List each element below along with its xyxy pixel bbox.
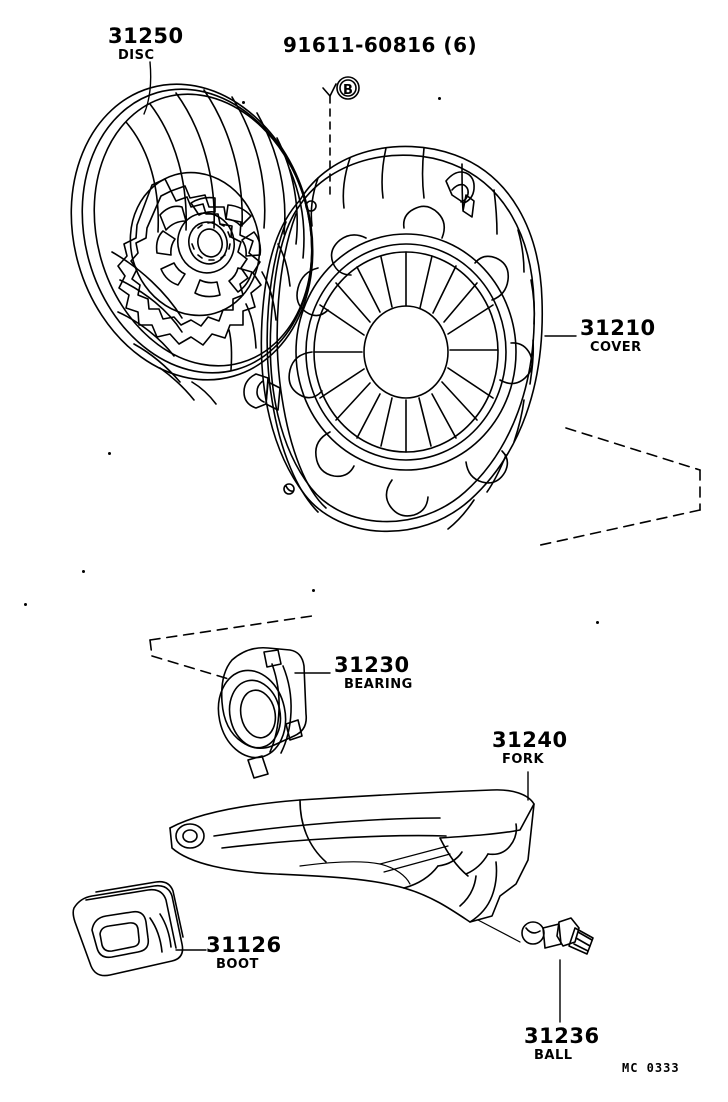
- bolt-symbol-glyph: B: [343, 83, 353, 98]
- part-name: BOOT: [216, 957, 259, 972]
- part-number: 31210: [580, 316, 656, 340]
- part-name: FORK: [502, 752, 545, 767]
- bolt-symbol-letter: [343, 81, 353, 97]
- speckle: [312, 589, 315, 592]
- part-number: 31240: [492, 728, 568, 752]
- part-number: 31236: [524, 1024, 600, 1048]
- part-number: 31126: [206, 933, 282, 957]
- part-name: BALL: [534, 1048, 573, 1063]
- part-name: DISC: [118, 48, 155, 63]
- speckle: [242, 101, 245, 104]
- figure-code: MC 0333: [622, 1061, 680, 1075]
- part-name: BEARING: [344, 677, 413, 692]
- speckle: [108, 452, 111, 455]
- part-label-31210: [580, 318, 656, 354]
- part-label-31126: [206, 935, 282, 971]
- part-label-91611-60816: 91611-60816 (6): [283, 33, 478, 57]
- part-label-31240: [492, 730, 568, 766]
- speckle: [82, 570, 85, 573]
- speckle: [438, 97, 441, 100]
- part-number: 31230: [334, 653, 410, 677]
- part-label-31236: [524, 1026, 600, 1062]
- speckle: [596, 621, 599, 624]
- speckle: [24, 603, 27, 606]
- part-number: 31250: [108, 24, 184, 48]
- part-label-31250: [108, 26, 184, 62]
- part-label-31230: [334, 655, 413, 691]
- part-name: COVER: [590, 340, 642, 355]
